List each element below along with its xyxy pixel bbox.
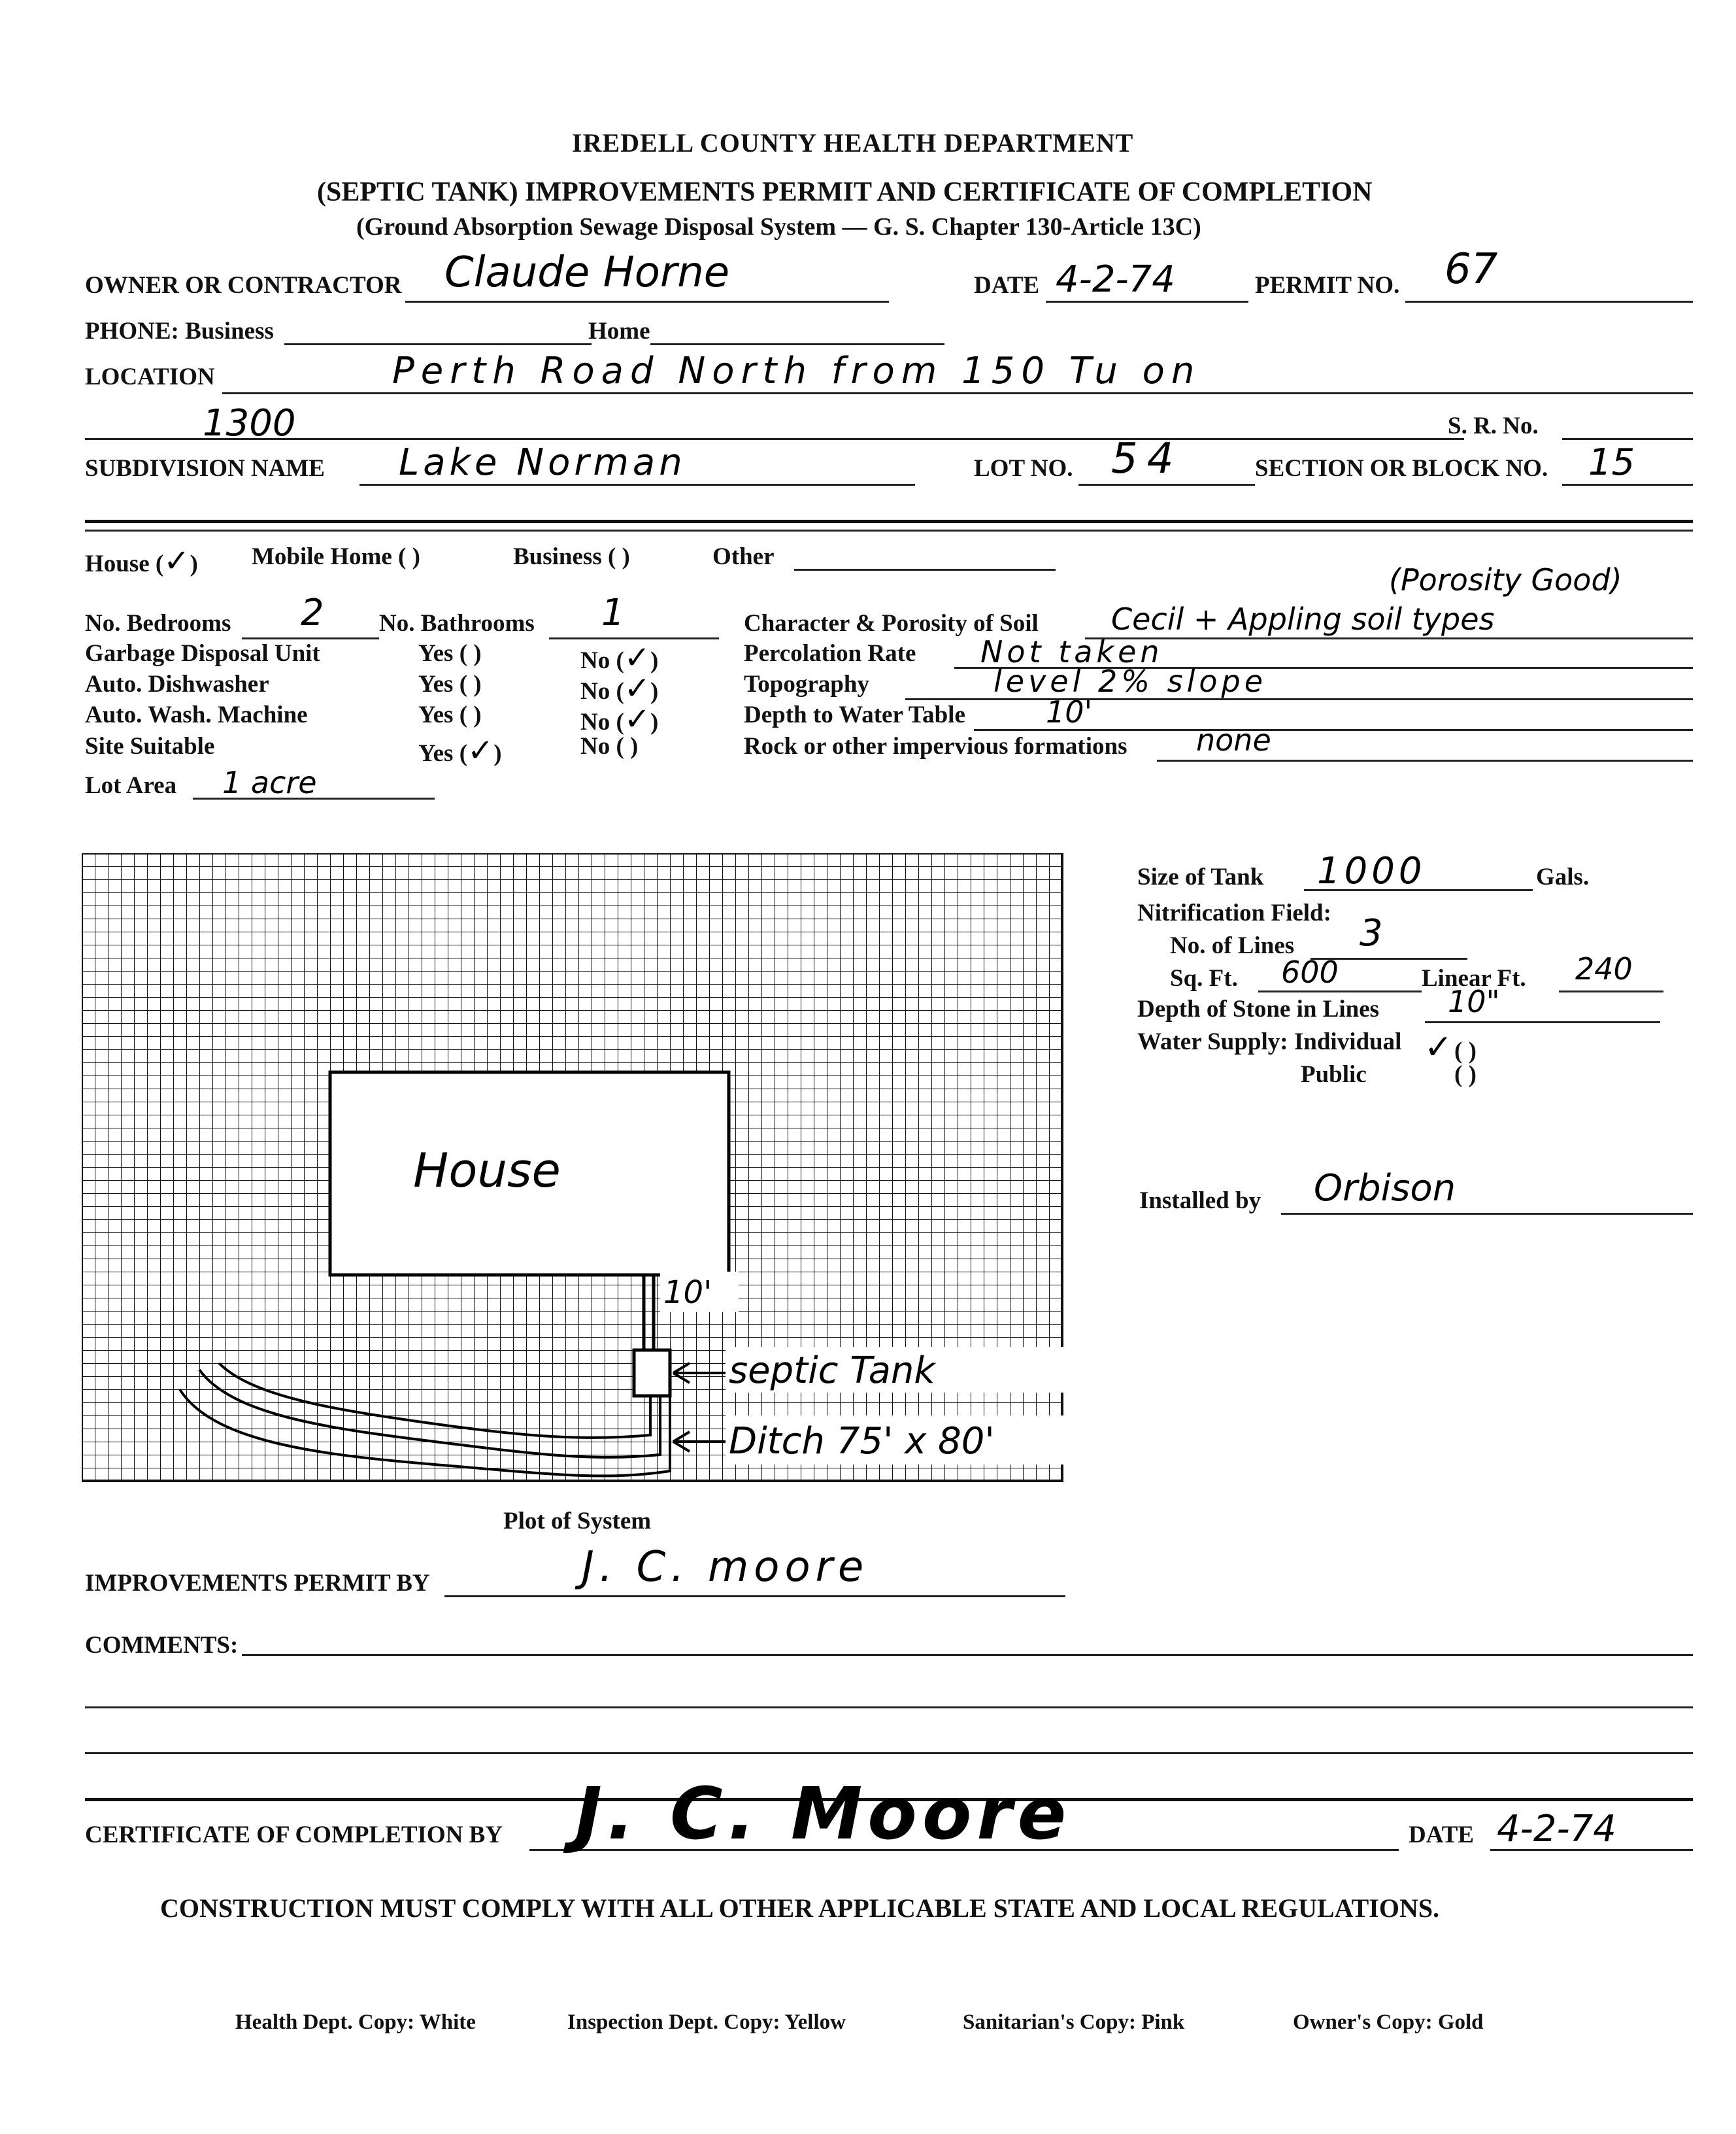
subdivision-value: Lake Norman — [399, 441, 686, 484]
rock-label: Rock or other impervious formations — [744, 733, 1127, 760]
mobile-home-option: Mobile Home ( ) — [252, 543, 420, 570]
wash-machine-no: No (✓) — [580, 701, 659, 737]
location-label: LOCATION — [85, 364, 215, 390]
topography-label: Topography — [744, 671, 869, 698]
lot-label: LOT NO. — [974, 455, 1073, 482]
dishwasher-label: Auto. Dishwasher — [85, 671, 269, 698]
installed-by-value: Orbison — [1314, 1167, 1456, 1210]
site-suitable-yes: Yes (✓) — [418, 732, 502, 769]
water-table-label: Depth to Water Table — [744, 702, 965, 728]
distance-label: 10' — [663, 1274, 712, 1311]
lot-area-label: Lot Area — [85, 772, 177, 799]
regulations-notice: CONSTRUCTION MUST COMPLY WITH ALL OTHER APPLICABLE STATE AND LOCAL REGULATIONS. — [160, 1893, 1440, 1923]
owner-line — [405, 301, 889, 303]
water-supply-public-label: Public — [1301, 1061, 1367, 1088]
plot-grid — [82, 853, 1101, 1510]
form-title: (SEPTIC TANK) IMPROVEMENTS PERMIT AND CERTIFICATE OF COMPLETION — [317, 177, 1373, 207]
copy-owner: Owner's Copy: Gold — [1293, 2010, 1484, 2034]
site-suitable-no: No ( ) — [580, 733, 639, 760]
water-table-value: 10' — [1046, 694, 1093, 730]
dishwasher-no: No (✓) — [580, 670, 659, 707]
water-supply-individual-box: ( ) — [1454, 1038, 1477, 1064]
septic-tank — [634, 1350, 670, 1396]
house-option-close: ) — [190, 550, 198, 577]
tank-size-label: Size of Tank — [1137, 864, 1264, 890]
form-subtitle: (Ground Absorption Sewage Disposal System — G. S. Chapter 130-Article 13C) — [356, 213, 1201, 241]
dishwasher-yes: Yes ( ) — [418, 671, 482, 698]
wash-machine-yes: Yes ( ) — [418, 702, 482, 728]
site-suitable-label: Site Suitable — [85, 733, 215, 760]
porosity-note: (Porosity Good) — [1389, 562, 1622, 598]
water-supply-label: Water Supply: Individual — [1137, 1028, 1402, 1055]
certificate-date-value: 4-2-74 — [1497, 1808, 1616, 1850]
garbage-disposal-no: No (✓) — [580, 639, 659, 676]
garbage-disposal-yes: Yes ( ) — [418, 640, 482, 667]
linear-ft-value: 240 — [1575, 951, 1633, 987]
sqft-label: Sq. Ft. — [1170, 965, 1238, 992]
lines-label: No. of Lines — [1170, 932, 1295, 959]
location-value: Perth Road North from 150 Tu on — [392, 350, 1201, 392]
lot-line — [1078, 484, 1255, 486]
site-suitable-yes-label: Yes ( — [418, 740, 468, 767]
bathrooms-value: 1 — [601, 592, 625, 634]
soil-character-value: Cecil + Appling soil types — [1111, 601, 1495, 637]
permit-by-value: J. C. moore — [582, 1543, 869, 1591]
water-supply-check-icon: ✓ — [1424, 1028, 1453, 1067]
agency-name: IREDELL COUNTY HEALTH DEPARTMENT — [572, 128, 1134, 158]
sqft-value: 600 — [1281, 955, 1339, 990]
certificate-signature: J. C. Moore — [575, 1772, 1072, 1855]
stone-depth-line — [1425, 1021, 1660, 1023]
copy-sanitarian: Sanitarian's Copy: Pink — [963, 2010, 1185, 2034]
comments-line-2 — [85, 1706, 1693, 1708]
perc-rate-label: Percolation Rate — [744, 640, 916, 667]
rock-line — [1157, 760, 1693, 762]
house-check-icon: ✓ — [163, 543, 190, 579]
permit-form — [26, 13, 1719, 2118]
lot-area-value: 1 acre — [222, 765, 317, 800]
section-label: SECTION OR BLOCK NO. — [1255, 455, 1548, 482]
nitrification-label: Nitrification Field: — [1137, 900, 1331, 926]
subdivision-line — [359, 484, 915, 486]
certificate-date-label: DATE — [1409, 1821, 1475, 1848]
permit-by-label: IMPROVEMENTS PERMIT BY — [85, 1570, 430, 1597]
topography-value: level 2% slope — [993, 664, 1267, 699]
owner-value: Claude Horne — [444, 248, 730, 297]
soil-character-line — [1085, 637, 1693, 639]
tank-label: septic Tank — [729, 1349, 935, 1392]
certificate-label: CERTIFICATE OF COMPLETION BY — [85, 1821, 503, 1848]
soil-character-label: Character & Porosity of Soil — [744, 610, 1039, 637]
bedrooms-label: No. Bedrooms — [85, 610, 231, 637]
sr-no-line — [1562, 438, 1693, 440]
comments-line-1 — [242, 1654, 1693, 1656]
house-option — [85, 543, 198, 579]
phone-business-label: PHONE: Business — [85, 318, 274, 345]
permit-line — [1405, 301, 1693, 303]
installed-by-line — [1281, 1213, 1693, 1215]
garbage-disposal-no-label: No ( — [580, 647, 624, 674]
bedrooms-value: 2 — [301, 592, 324, 634]
subdivision-label: SUBDIVISION NAME — [85, 455, 325, 482]
ditch-label: Ditch 75' x 80' — [729, 1420, 995, 1463]
date-line — [1046, 301, 1248, 303]
phone-home-line — [650, 343, 944, 345]
section-value: 15 — [1588, 441, 1635, 484]
copy-inspection: Inspection Dept. Copy: Yellow — [567, 2010, 846, 2034]
site-suitable-check-icon: ✓ — [467, 732, 494, 769]
section-divider-thin — [85, 530, 1693, 532]
other-line — [794, 569, 1056, 571]
garbage-disposal-check-icon: ✓ — [624, 639, 651, 676]
other-option: Other — [712, 543, 775, 570]
permit-by-line — [444, 1595, 1065, 1597]
stone-depth-label: Depth of Stone in Lines — [1137, 996, 1380, 1023]
linear-ft-line — [1559, 991, 1663, 992]
location-line — [222, 392, 1693, 394]
copy-health: Health Dept. Copy: White — [235, 2010, 476, 2034]
dishwasher-no-label: No ( — [580, 678, 624, 705]
business-option: Business ( ) — [513, 543, 630, 570]
house-label: House — [413, 1143, 561, 1198]
bathrooms-label: No. Bathrooms — [379, 610, 535, 637]
tank-size-value: 1000 — [1317, 850, 1426, 892]
date-label: DATE — [974, 272, 1040, 299]
wash-machine-check-icon: ✓ — [624, 701, 651, 737]
date-value: 4-2-74 — [1056, 258, 1175, 301]
sr-no-label: S. R. No. — [1448, 413, 1539, 439]
phone-business-line — [284, 343, 592, 345]
phone-home-label: Home — [588, 318, 650, 345]
installed-by-label: Installed by — [1139, 1187, 1261, 1214]
section-divider — [85, 520, 1693, 523]
permit-value: 67 — [1444, 245, 1498, 294]
sqft-line — [1258, 991, 1422, 992]
house-option-label: House ( — [85, 550, 164, 577]
location-value-2: 1300 — [203, 402, 296, 445]
permit-label: PERMIT NO. — [1255, 272, 1400, 299]
water-supply-public-box: ( ) — [1454, 1061, 1477, 1088]
garbage-disposal-label: Garbage Disposal Unit — [85, 640, 320, 667]
lines-value: 3 — [1360, 912, 1383, 955]
wash-machine-no-label: No ( — [580, 709, 624, 736]
comments-line-3 — [85, 1752, 1693, 1754]
tank-gals-label: Gals. — [1536, 864, 1590, 890]
linear-ft-label: Linear Ft. — [1422, 965, 1526, 992]
dishwasher-check-icon: ✓ — [624, 670, 651, 707]
section-line — [1562, 484, 1693, 486]
lot-value: 54 — [1111, 435, 1183, 483]
plot-caption: Plot of System — [503, 1508, 652, 1534]
wash-machine-label: Auto. Wash. Machine — [85, 702, 308, 728]
comments-label: COMMENTS: — [85, 1632, 239, 1659]
rock-value: none — [1196, 722, 1271, 758]
owner-label: OWNER OR CONTRACTOR — [85, 272, 402, 299]
stone-depth-value: 10" — [1448, 984, 1500, 1019]
perc-rate-value: Not taken — [980, 634, 1163, 669]
